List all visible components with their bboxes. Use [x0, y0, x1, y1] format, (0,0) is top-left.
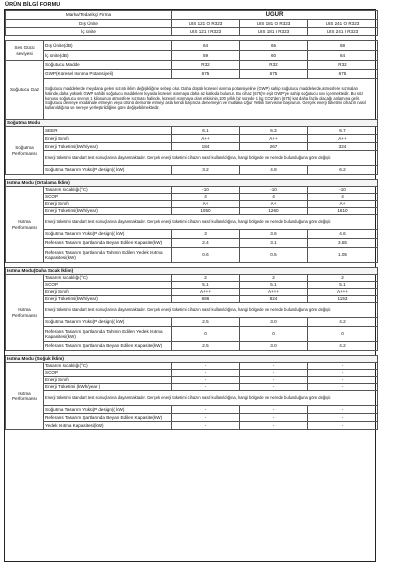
- cell: -: [308, 384, 378, 391]
- cell: A+++: [308, 289, 378, 296]
- table-row: [6, 289, 378, 296]
- cell: 5.1: [240, 282, 308, 289]
- row-label: Enerji Tüketimi(kWh/year): [44, 296, 172, 303]
- row-label: SEER: [44, 127, 172, 135]
- cell: 267: [240, 143, 308, 151]
- cell: 4: [240, 194, 308, 201]
- table-row: [6, 422, 378, 430]
- row-label: Soğutma Tasarım Yükü(P design)( kW): [44, 230, 172, 239]
- cell: 0: [172, 327, 240, 342]
- table-row: [6, 166, 378, 175]
- table-row: [6, 275, 378, 282]
- brand-label: Marka/Tedarikçi Firma: [6, 11, 172, 20]
- table-row: [6, 282, 378, 289]
- cell: 675: [308, 70, 378, 79]
- table-row: [6, 127, 378, 135]
- energy-note: Enerji tüketimi standart test sonuçlarına dayanmaktadır. Gerçek enerji tüketimi cihazın nasıl kullanıldığına, hangi bölgede ve nerede bulunduğuna göre değişir.: [44, 391, 378, 406]
- row-label: Referans Tasarım Şartlarında Tahmin Edilen Yedek Isıtma Kapasitesi(kW): [44, 327, 172, 342]
- cell: 2: [308, 275, 378, 282]
- refrigerant-note: Soğutucu maddelerde meydana gelen sızıntı iklim değişikliğine sebep olur. Daha düşük küresel ısınma potansiyeline (GWP) sahip soğutucu maddelerde,atmosfere sızmaları halinde,daha yüksek GWP sahibi soğutucu maddelere kıyasla küresel ısınmaya daha az katkıda bulunur. Bu cihaz (675)'e eşit GWP'ye sahip soğutucu sıvı içermektedir. Bu söz konusu soğutucu sıvının 1 kilosunun atmosfere sızması halinde, küresel ısınmaya olan etkisinin,100 yıllık bir sürede 1 kg CO2'den (675) kat daha fazla olacağı anlamına gelir. Soğutucu devreye müdahale etmeyin veya ürünü demonte etmeyi asla kendi başınıza denemeyin ve mutlaka Uğur Yetkili Servisine başvurun. Gerçek enerji tüketimi cihazın nasıl kullanıldığına ve nereye yerleştirildiğine göre değişebilmektedir.: [44, 79, 378, 120]
- cell: 60: [240, 51, 308, 61]
- cell: 64: [308, 51, 378, 61]
- cell: R32: [172, 61, 240, 70]
- cell: 675: [172, 70, 240, 79]
- cell: 4.6: [308, 230, 378, 239]
- row-label: Referans Tasarım Şartlarında Tahmin Edilen Yedek Isıtma Kapasitesi(kW): [44, 248, 172, 263]
- cell: -10: [172, 187, 240, 194]
- cell: -: [172, 422, 240, 430]
- row-label: Tasarım sıcaklığı(°C): [44, 363, 172, 370]
- table-row: [6, 327, 378, 342]
- cell: A+++: [172, 289, 240, 296]
- table-row: [6, 239, 378, 248]
- section-title: Isıtma Modu (Soğuk İklim): [6, 356, 378, 363]
- outdoor-model: UIS 181 O R323: [240, 20, 308, 28]
- brand-name: UĞUR: [172, 11, 378, 20]
- cell: 68: [308, 41, 378, 51]
- cell: -: [308, 406, 378, 414]
- energy-note: Enerji tüketimi standart test sonuçlarına dayanmaktadır. Gerçek enerji tüketimi cihazın nasıl kullanıldığına, hangi bölgede ve nerede bulunduğuna göre değişir.: [44, 215, 378, 230]
- row-label: Enerji Sınıfı: [44, 135, 172, 143]
- form-frame: [4, 9, 376, 562]
- table-row: [6, 296, 378, 303]
- cell: 64: [172, 41, 240, 51]
- cell: 3.0: [240, 342, 308, 351]
- table-row: [6, 208, 378, 215]
- table-row: [6, 377, 378, 384]
- indoor-label: İç ünite: [6, 28, 172, 36]
- cell: 2.5: [172, 342, 240, 351]
- cell: 59: [172, 51, 240, 61]
- row-label: Enerji Tüketimi(kWh/year): [44, 143, 172, 151]
- section-title: Isıtma Modu(Daha Sıcak İklim): [6, 268, 378, 275]
- cell: 4.2: [308, 342, 378, 351]
- table-row: [6, 151, 378, 166]
- energy-note: Enerji tüketimi standart test sonuçlarına dayanmaktadır. Gerçek enerji tüketimi cihazın nasıl kullanıldığına, hangi bölgede ve nerede bulunduğuna göre değişir.: [44, 151, 378, 166]
- row-label: Yedek Isıtma Kapasitesi(kW): [44, 422, 172, 430]
- cell: 5.1: [308, 282, 378, 289]
- table-row: [6, 70, 378, 79]
- cell: 3.0: [240, 318, 308, 327]
- cell: A+: [308, 201, 378, 208]
- row-label: Enerji Sınıfı: [44, 289, 172, 296]
- outdoor-model: UIS 121 O R323: [172, 20, 240, 28]
- section-title: Soğutma Modu: [6, 120, 378, 127]
- table-row: [6, 414, 378, 422]
- cooling-perf-label: Soğutma Performansı: [6, 127, 44, 175]
- cell: R32: [308, 61, 378, 70]
- row-label: Soğutucu Madde: [44, 61, 172, 70]
- table-row: [6, 391, 378, 406]
- cell: 1153: [308, 296, 378, 303]
- cell: A+++: [240, 289, 308, 296]
- energy-note: Enerji tüketimi standart test sonuçlarına dayanmaktadır. Gerçek enerji tüketimi cihazın nasıl kullanıldığına, hangi bölgede ve nerede bulunduğuna göre değişir.: [44, 303, 378, 318]
- cell: 4.8: [240, 166, 308, 175]
- cell: 3.55: [308, 239, 378, 248]
- outdoor-label: Dış Ünite: [6, 20, 172, 28]
- cell: -: [172, 414, 240, 422]
- cell: 675: [240, 70, 308, 79]
- brand-row: [6, 11, 378, 20]
- row-label: Enerji Sınıfı: [44, 377, 172, 384]
- row-label: Enerji Tüketimi(kWh/year): [44, 208, 172, 215]
- cell: 0: [308, 327, 378, 342]
- table-row: [6, 194, 378, 201]
- cell: -: [240, 363, 308, 370]
- cell: 2.4: [172, 239, 240, 248]
- indoor-model: UIS 241 I R323: [308, 28, 378, 36]
- cell: -10: [308, 187, 378, 194]
- heating-perf-label: Isıtma Performansı: [6, 187, 44, 263]
- row-label: Soğutma Tasarım Yükü(P design)( kW): [44, 318, 172, 327]
- cell: A++: [308, 135, 378, 143]
- cell: A++: [172, 135, 240, 143]
- cell: 824: [240, 296, 308, 303]
- cell: 3.2: [172, 166, 240, 175]
- row-label: Soğutma Tasarım Yükü(P design)( kW): [44, 406, 172, 414]
- cell: 65: [240, 41, 308, 51]
- cell: 6.1: [172, 127, 240, 135]
- table-row: [6, 303, 378, 318]
- outdoor-row: [6, 20, 378, 28]
- table-row: [6, 215, 378, 230]
- row-label: Referans Tasarım Şartlarında Beyan Edilen Kapasite(kW): [44, 239, 172, 248]
- row-label: Dış Ünite(dB): [44, 41, 172, 51]
- row-label: Tasarım sıcaklığı(°C): [44, 275, 172, 282]
- table-row: [6, 363, 378, 370]
- table-row: [6, 143, 378, 151]
- table-row: [6, 342, 378, 351]
- cell: 1610: [308, 208, 378, 215]
- cell: -: [308, 422, 378, 430]
- cell: 686: [172, 296, 240, 303]
- sound-label: Ses Gücü seviyesi: [6, 41, 44, 61]
- cell: 1050: [172, 208, 240, 215]
- cell: -: [240, 422, 308, 430]
- cell: 184: [172, 143, 240, 151]
- spec-table: [5, 10, 378, 430]
- cell: -: [240, 384, 308, 391]
- cell: 4: [308, 194, 378, 201]
- cell: 2: [240, 275, 308, 282]
- cell: -: [240, 370, 308, 377]
- table-row: [6, 318, 378, 327]
- row-label: Referans Tasarım Şartlarında Beyan Edilen Kapasite(kW): [44, 414, 172, 422]
- table-row: [6, 248, 378, 263]
- table-row: [6, 384, 378, 391]
- row-label: Tasarım sıcaklığı(°C): [44, 187, 172, 194]
- section-title: Isıtma Modu (Ortalama İklim): [6, 180, 378, 187]
- outdoor-model: UIS 241 O R323: [308, 20, 378, 28]
- cell: -: [172, 363, 240, 370]
- cell: 1260: [240, 208, 308, 215]
- cell: -10: [240, 187, 308, 194]
- cell: -: [172, 370, 240, 377]
- row-label: Soğutma Tasarım Yükü(P design)( kW): [44, 166, 172, 175]
- cell: 6.7: [308, 127, 378, 135]
- row-label: SCOP: [44, 282, 172, 289]
- row-label: Enerji Sınıfı: [44, 201, 172, 208]
- table-row: [6, 135, 378, 143]
- table-row: [6, 41, 378, 51]
- table-row: [6, 51, 378, 61]
- cell: A+: [172, 201, 240, 208]
- cell: A+: [240, 201, 308, 208]
- cell: 1.05: [308, 248, 378, 263]
- heating-perf-label: Isıtma Performansı: [6, 363, 44, 430]
- cell: 2: [172, 275, 240, 282]
- cell: -: [172, 406, 240, 414]
- row-label: İç ünite(dB): [44, 51, 172, 61]
- cell: 0.6: [172, 248, 240, 263]
- row-label: GWP(Küresel Isınma Potansiyeli): [44, 70, 172, 79]
- cell: 3: [172, 230, 240, 239]
- cell: 4: [172, 194, 240, 201]
- indoor-model: UIS 121 I R323: [172, 28, 240, 36]
- cell: -: [240, 414, 308, 422]
- table-row: [6, 230, 378, 239]
- cell: R32: [240, 61, 308, 70]
- cell: -: [308, 370, 378, 377]
- cell: 3.6: [240, 230, 308, 239]
- indoor-row: [6, 28, 378, 36]
- cell: -: [240, 377, 308, 384]
- cell: 0.5: [240, 248, 308, 263]
- cell: 5.1: [172, 282, 240, 289]
- cell: 324: [308, 143, 378, 151]
- table-row: [6, 201, 378, 208]
- cell: 4.2: [308, 318, 378, 327]
- cell: -: [172, 384, 240, 391]
- row-label: SCOP: [44, 370, 172, 377]
- row-label: Enerji Tüketimi (kWh/year ): [44, 384, 172, 391]
- cell: 6.3: [240, 127, 308, 135]
- cell: 0: [240, 327, 308, 342]
- table-row: [6, 79, 378, 120]
- cell: -: [308, 414, 378, 422]
- heating-perf-label: Isıtma Performansı: [6, 275, 44, 351]
- cell: 6.2: [308, 166, 378, 175]
- cell: -: [240, 406, 308, 414]
- indoor-model: UIS 181 I R323: [240, 28, 308, 36]
- cell: -: [308, 377, 378, 384]
- table-row: [6, 61, 378, 70]
- form-title: ÜRÜN BİLGİ FORMU: [5, 2, 61, 8]
- table-row: [6, 187, 378, 194]
- cell: 2.5: [172, 318, 240, 327]
- cell: A++: [240, 135, 308, 143]
- cell: 3.1: [240, 239, 308, 248]
- table-row: [6, 406, 378, 414]
- refrigerant-label: Soğutucu Gaz: [6, 61, 44, 120]
- cell: -: [308, 363, 378, 370]
- row-label: SCOP: [44, 194, 172, 201]
- row-label: Referans Tasarım Şartlarında Beyan Edilen Kapasite(kW): [44, 342, 172, 351]
- cell: -: [172, 377, 240, 384]
- table-row: [6, 370, 378, 377]
